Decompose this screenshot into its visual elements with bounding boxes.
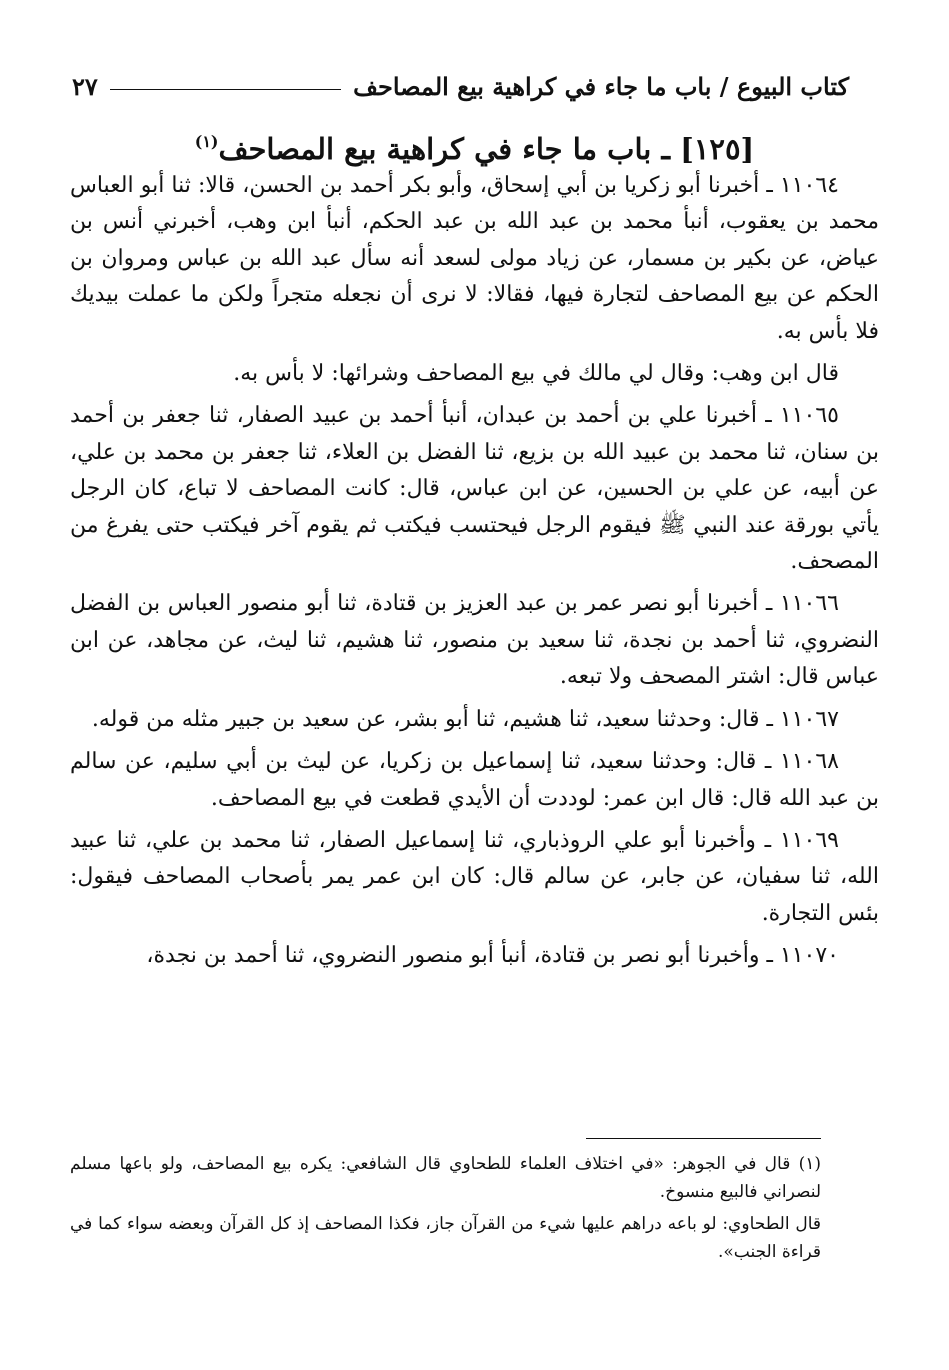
- paragraph-11066: ١١٠٦٦ ـ أخبرنا أبو نصر عمر بن عبد العزيز بن قتادة، ثنا أبو منصور العباس بن الفضل النضروي، ثنا أحمد بن نجدة، ثنا سعيد بن منصور، ثنا هشيم، ثنا ليث، عن مجاهد، عن ابن عباس قال: اشتر المصحف ولا تبعه.: [70, 591, 879, 690]
- paragraph-11070: ١١٠٧٠ ـ وأخبرنا أبو نصر بن قتادة، أنبأ أبو منصور النضروي، ثنا أحمد بن نجدة،: [146, 943, 839, 969]
- chapter-title: [60, 120, 889, 171]
- body-text: [70, 168, 879, 981]
- paragraph-11068: ١١٠٦٨ ـ قال: وحدثنا سعيد، ثنا إسماعيل بن زكريا، عن ليث بن أبي سليم، عن سالم بن عبد الله قال: قال ابن عمر: لوددت أن الأيدي قطعت في بيع المصاحف.: [70, 749, 879, 811]
- paragraph-ibn-wahb: قال ابن وهب: وقال لي مالك في بيع المصاحف وشرائها: لا بأس به.: [233, 361, 839, 387]
- header-rule: [110, 89, 341, 90]
- footnote-1-continued: قال الطحاوي: لو باعه دراهم عليها شيء من القرآن جاز، فكذا المصاحف إذ كل القرآن وبعضه سواء كما في قراءة الجنب».: [70, 1214, 821, 1262]
- paragraph-11067: ١١٠٦٧ ـ قال: وحدثنا سعيد، ثنا هشيم، ثنا أبو بشر، عن سعيد بن جبير مثله من قوله.: [91, 706, 839, 732]
- page-number: ٢٧: [72, 71, 98, 101]
- running-title: كتاب البيوع / باب ما جاء في كراهية بيع المصاحف: [353, 71, 849, 101]
- footnote-separator: [586, 1138, 821, 1139]
- paragraph-11064: ١١٠٦٤ ـ أخبرنا أبو زكريا بن أبي إسحاق، وأبو بكر أحمد بن الحسن، قالا: ثنا أبو العباس محمد بن يعقوب، أنبأ محمد بن عبد الله بن عبد الحكم، أنبأ ابن وهب، أخبرني أنس بن عياض، عن بكير بن مسمار، عن زياد مولى لسعد أنه سأل عبد الله بن عباس ومروان بن الحكم عن بيع المصاحف لتجارة فيها، فقالا: لا نرى أن نجعله متجراً ولكن ما عملت بيديك فلا بأس به.: [70, 173, 879, 344]
- paragraph-11069: ١١٠٦٩ ـ وأخبرنا أبو علي الروذباري، ثنا إسماعيل الصفار، ثنا محمد بن علي، ثنا عبيد الله، ثنا سفيان، عن جابر، عن سالم قال: كان ابن عمر يمر بأصحاب المصاحف فيقول: بئس التجارة.: [70, 827, 879, 926]
- footnote-1: (١) قال في الجوهر: «في اختلاف العلماء للطحاوي قال الشافعي: يكره بيع المصاحف، ولو باعها مسلم لنصراني فالبيع منسوخ.: [70, 1154, 821, 1202]
- footnote-reference: (١): [194, 132, 219, 151]
- running-header: [72, 66, 849, 106]
- footnotes: [70, 1150, 821, 1270]
- chapter-title-text: [١٢٥] ـ باب ما جاء في كراهية بيع المصاحف: [218, 132, 755, 166]
- paragraph-11065: ١١٠٦٥ ـ أخبرنا علي بن أحمد بن عبدان، أنبأ أحمد بن عبيد الصفار، ثنا جعفر بن أحمد بن سنان، ثنا محمد بن عبيد الله بن بزيع، ثنا الفضل بن العلاء، ثنا جعفر بن محمد بن علي، عن أبيه، عن علي بن الحسين، عن ابن عباس، قال: كانت المصاحف لا تباع، كان الرجل يأتي بورقة عند النبي ﷺ فيقوم الرجل فيحتسب فيكتب ثم يقوم آخر فيكتب حتى يفرغ من المصحف.: [70, 403, 879, 575]
